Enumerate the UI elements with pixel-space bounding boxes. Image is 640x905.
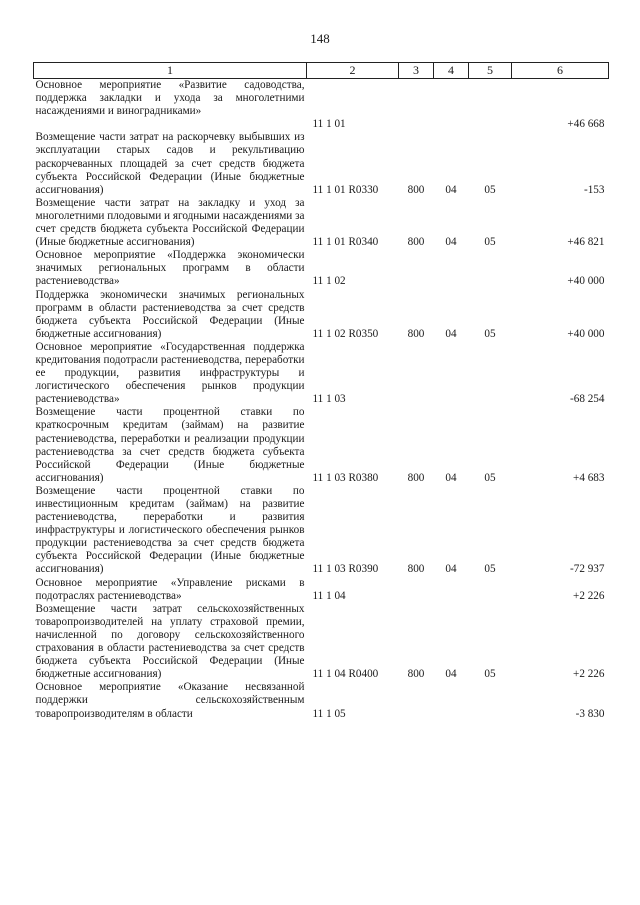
row-description: Возмещение части затрат на закладку и уход за многолетними плодовыми и ягодными насаждениями за счет средств бюджета субъекта Российской Федерации (Иные бюджетные ассигнования)	[35, 196, 305, 249]
column-header-6: 6	[512, 63, 609, 79]
row-subsection	[469, 249, 512, 288]
row-code: 11 1 03 R0390	[312, 563, 379, 576]
row-amount: +40 000	[567, 327, 605, 340]
row-expense-type: 800	[407, 668, 425, 681]
row-section	[434, 341, 469, 406]
row-description	[34, 118, 307, 131]
row-expense-type	[399, 577, 434, 603]
row-amount: +2 226	[573, 589, 605, 602]
row-amount: +46 668	[567, 118, 605, 131]
row-description: Основное мероприятие «Оказание несвязанной поддержки сельскохозяйственным товаропроизводителям в области	[35, 681, 305, 720]
row-code: 11 1 01	[312, 118, 346, 131]
column-header-2: 2	[307, 63, 399, 79]
row-subsection: 05	[484, 183, 496, 196]
row-amount	[512, 79, 609, 119]
table-row	[34, 681, 609, 720]
row-subsection	[469, 79, 512, 119]
row-code	[307, 79, 399, 119]
row-section	[434, 118, 469, 131]
row-section: 04	[445, 471, 457, 484]
row-section	[434, 249, 469, 288]
row-description: Основное мероприятие «Государственная поддержка кредитования подотрасли растениеводства, переработки ее продукции, развития инфраструктуры и логистического обеспечения рынков продукции растениеводства»	[35, 340, 305, 406]
row-expense-type: 800	[407, 327, 425, 340]
table-row	[34, 118, 609, 131]
column-header-5: 5	[469, 63, 512, 79]
row-expense-type: 800	[407, 183, 425, 196]
row-subsection: 05	[484, 236, 496, 249]
row-expense-type	[399, 79, 434, 119]
row-code: 11 1 01 R0330	[312, 183, 379, 196]
row-subsection	[469, 118, 512, 131]
table-row	[34, 341, 609, 406]
row-description: Возмещение части затрат на раскорчевку выбывших из эксплуатации старых садов и рекультивацию раскорчеванных площадей за счет средств бюджета субъекта Российской Федерации (Иные бюджетные ассигнования)	[35, 131, 305, 196]
row-description: Поддержка экономически значимых региональных программ в области растениеводства за счет средств бюджета субъекта Российской Федерации (Иные бюджетные ассигнования)	[35, 288, 305, 340]
row-amount: -72 937	[570, 563, 605, 576]
row-description: Возмещение части процентной ставки по инвестиционным кредитам (займам) на развитие растениеводства, переработки и развития инфраструктуры и логистического обеспечения рынков продукции растениеводства за счет средств бюджета субъекта Российской Федерации (Иные бюджетные ассигнования)	[35, 484, 305, 576]
row-subsection: 05	[484, 563, 496, 576]
table-row	[34, 577, 609, 603]
table-row	[34, 131, 609, 196]
row-description: Основное мероприятие «Управление рисками в подотраслях растениеводства»	[35, 576, 305, 602]
row-section: 04	[445, 563, 457, 576]
row-expense-type	[399, 341, 434, 406]
row-description: Возмещение части затрат сельскохозяйственных товаропроизводителей на уплату страховой премии, начисленной по договору сельскохозяйственного страхования в области растениеводства за счет средств бюджета субъекта Российской Федерации (Иные бюджетные ассигнования)	[35, 602, 305, 681]
row-amount: +2 226	[573, 668, 605, 681]
row-expense-type	[399, 118, 434, 131]
row-code: 11 1 02 R0350	[312, 327, 379, 340]
row-subsection	[469, 341, 512, 406]
row-expense-type: 800	[407, 563, 425, 576]
row-amount: -68 254	[570, 393, 605, 406]
table-row	[34, 289, 609, 341]
row-section	[434, 681, 469, 720]
row-amount: +40 000	[567, 275, 605, 288]
row-expense-type	[399, 249, 434, 288]
row-section: 04	[445, 183, 457, 196]
row-subsection	[469, 577, 512, 603]
table-row	[34, 249, 609, 288]
budget-table	[33, 62, 609, 721]
row-section: 04	[445, 327, 457, 340]
row-subsection: 05	[484, 327, 496, 340]
row-code: 11 1 03 R0380	[312, 471, 379, 484]
row-description: Основное мероприятие «Поддержка экономически значимых региональных программ в области растениеводства»	[35, 249, 305, 288]
row-subsection: 05	[484, 668, 496, 681]
row-description: Основное мероприятие «Развитие садоводства, поддержка закладки и ухода за многолетними насаждениями и виноградниками»	[35, 79, 305, 118]
column-header-3: 3	[399, 63, 434, 79]
row-expense-type: 800	[407, 236, 425, 249]
row-amount: -3 830	[575, 707, 605, 720]
row-amount: +46 821	[567, 236, 605, 249]
row-section: 04	[445, 668, 457, 681]
table-header-row	[34, 63, 609, 79]
row-expense-type: 800	[407, 471, 425, 484]
row-subsection	[469, 681, 512, 720]
column-header-1: 1	[34, 63, 307, 79]
row-section: 04	[445, 236, 457, 249]
row-section	[434, 577, 469, 603]
table-row	[34, 485, 609, 577]
table-row	[34, 603, 609, 682]
row-code: 11 1 03	[312, 393, 346, 406]
page-number: 148	[310, 31, 330, 46]
row-section	[434, 79, 469, 119]
row-code: 11 1 04 R0400	[312, 668, 379, 681]
table-row	[34, 79, 609, 119]
table-row	[34, 197, 609, 249]
row-code: 11 1 02	[312, 275, 346, 288]
row-amount: +4 683	[573, 471, 605, 484]
row-code: 11 1 05	[312, 707, 346, 720]
column-header-4: 4	[434, 63, 469, 79]
table-row	[34, 406, 609, 485]
row-description: Возмещение части процентной ставки по краткосрочным кредитам (займам) на развитие растениеводства, переработки и реализации продукции растениеводства за счет средств бюджета субъекта Российской Федерации (Иные бюджетные ассигнования)	[35, 406, 305, 484]
row-amount: -153	[583, 183, 605, 196]
row-code: 11 1 01 R0340	[312, 236, 379, 249]
row-subsection: 05	[484, 471, 496, 484]
row-expense-type	[399, 681, 434, 720]
row-code: 11 1 04	[312, 589, 346, 602]
